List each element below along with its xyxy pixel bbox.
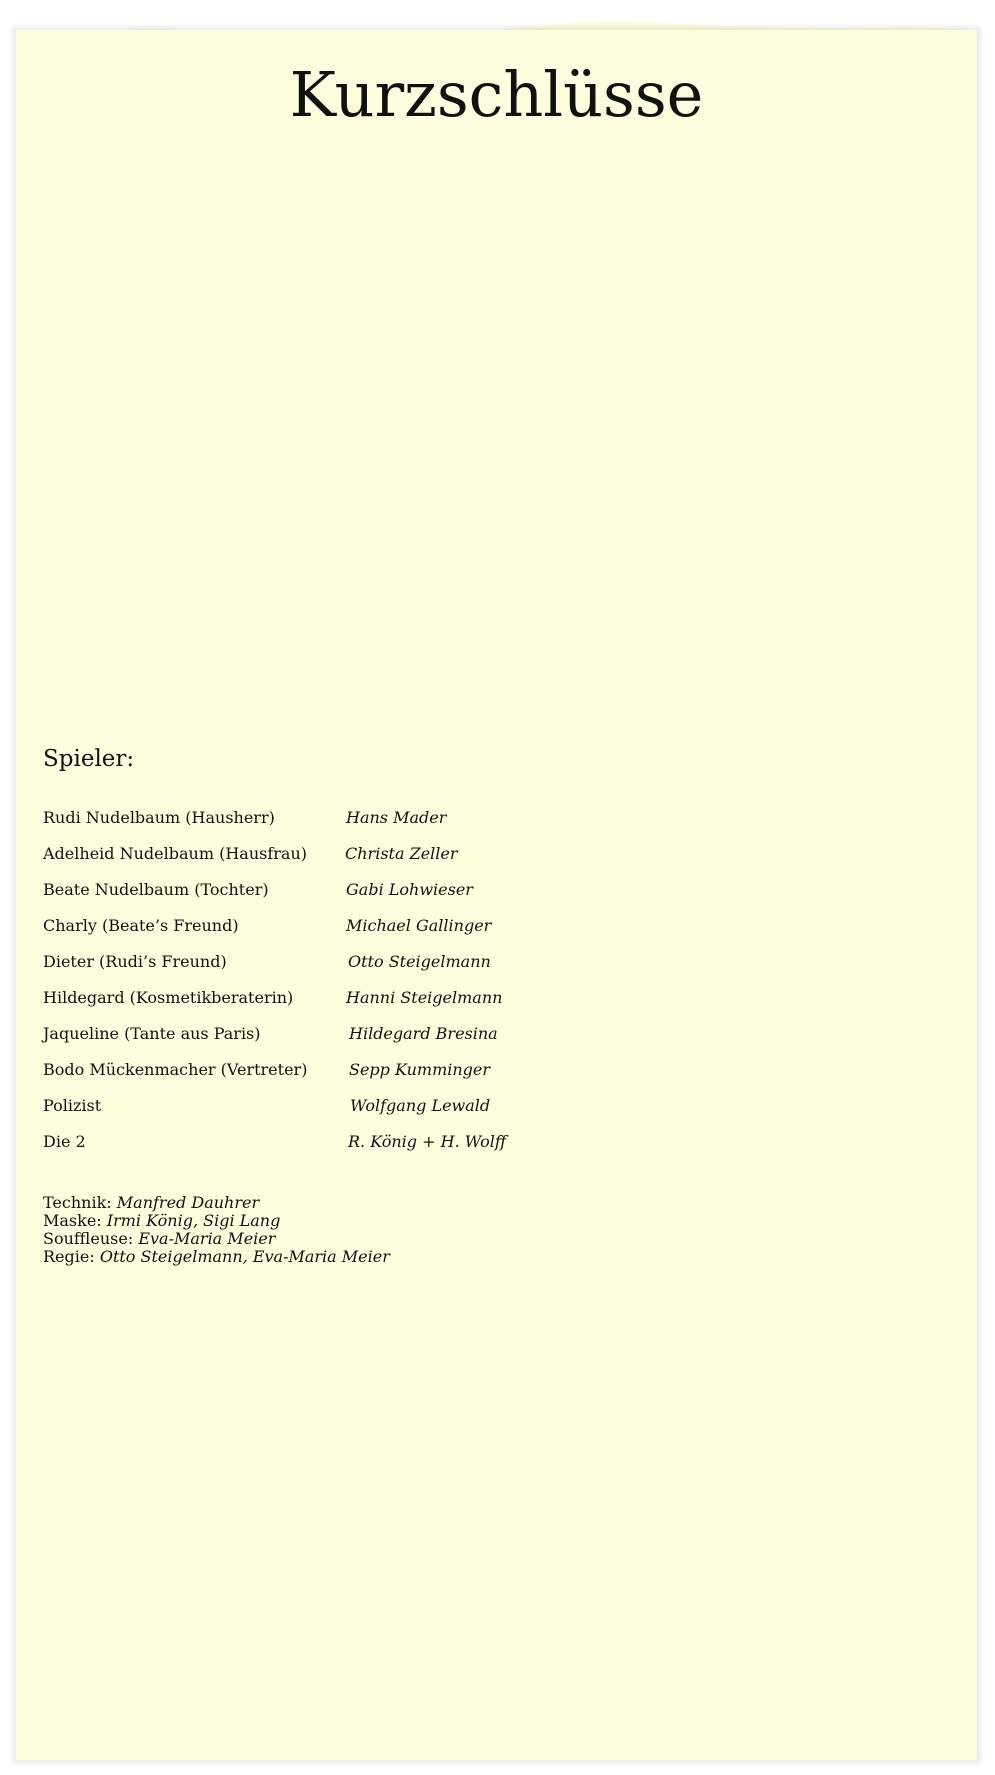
cast-role: Jaqueline (Tante aus Paris)	[43, 1024, 261, 1043]
cast-actor: Otto Steigelmann	[348, 952, 491, 971]
cast-actor: Hildegard Bresina	[349, 1024, 498, 1043]
crew-line	[43, 1248, 390, 1266]
cast-actor: Gabi Lohwieser	[346, 880, 473, 899]
cast-row	[43, 1060, 743, 1096]
crew-line	[43, 1194, 390, 1212]
cast-row	[43, 988, 743, 1024]
crew-label: Maske:	[43, 1211, 102, 1230]
cast-row	[43, 880, 743, 916]
cast-role: Beate Nudelbaum (Tochter)	[43, 880, 269, 899]
cast-role: Polizist	[43, 1096, 102, 1115]
cast-role: Charly (Beate’s Freund)	[43, 916, 239, 935]
crew-label: Technik:	[43, 1193, 112, 1212]
cast-row	[43, 952, 743, 988]
crew-value: Eva-Maria Meier	[138, 1229, 276, 1248]
cast-actor: Hans Mader	[346, 808, 447, 827]
cast-row	[43, 808, 743, 844]
crew-value: Manfred Dauhrer	[116, 1193, 260, 1212]
cast-role: Hildegard (Kosmetikberaterin)	[43, 988, 294, 1007]
cast-row	[43, 1096, 743, 1132]
program-sheet	[16, 30, 977, 1760]
cast-row	[43, 916, 743, 952]
crew-label: Regie:	[43, 1247, 95, 1266]
crew-value: Otto Steigelmann, Eva-Maria Meier	[99, 1247, 390, 1266]
cast-actor: Sepp Kumminger	[349, 1060, 491, 1079]
cast-actor: Wolfgang Lewald	[350, 1096, 491, 1115]
crew-label: Souffleuse:	[43, 1229, 134, 1248]
cast-row	[43, 1024, 743, 1060]
crew-credits	[43, 1194, 390, 1266]
cast-role: Rudi Nudelbaum (Hausherr)	[43, 808, 275, 827]
cast-role: Bodo Mückenmacher (Vertreter)	[43, 1060, 308, 1079]
cast-actor: Michael Gallinger	[346, 916, 492, 935]
cast-actor: R. König + H. Wolff	[348, 1132, 507, 1151]
cast-role: Die 2	[43, 1132, 86, 1151]
crew-value: Irmi König, Sigi Lang	[106, 1211, 281, 1230]
page-title: Kurzschlüsse	[289, 58, 704, 131]
cast-heading: Spieler:	[43, 746, 135, 772]
cast-role: Adelheid Nudelbaum (Hausfrau)	[43, 844, 307, 863]
cast-list	[43, 808, 743, 1168]
cast-row	[43, 844, 743, 880]
crew-line	[43, 1230, 390, 1248]
cast-role: Dieter (Rudi’s Freund)	[43, 952, 227, 971]
cast-row	[43, 1132, 743, 1168]
cast-actor: Hanni Steigelmann	[346, 988, 503, 1007]
crew-line	[43, 1212, 390, 1230]
cast-actor: Christa Zeller	[345, 844, 458, 863]
